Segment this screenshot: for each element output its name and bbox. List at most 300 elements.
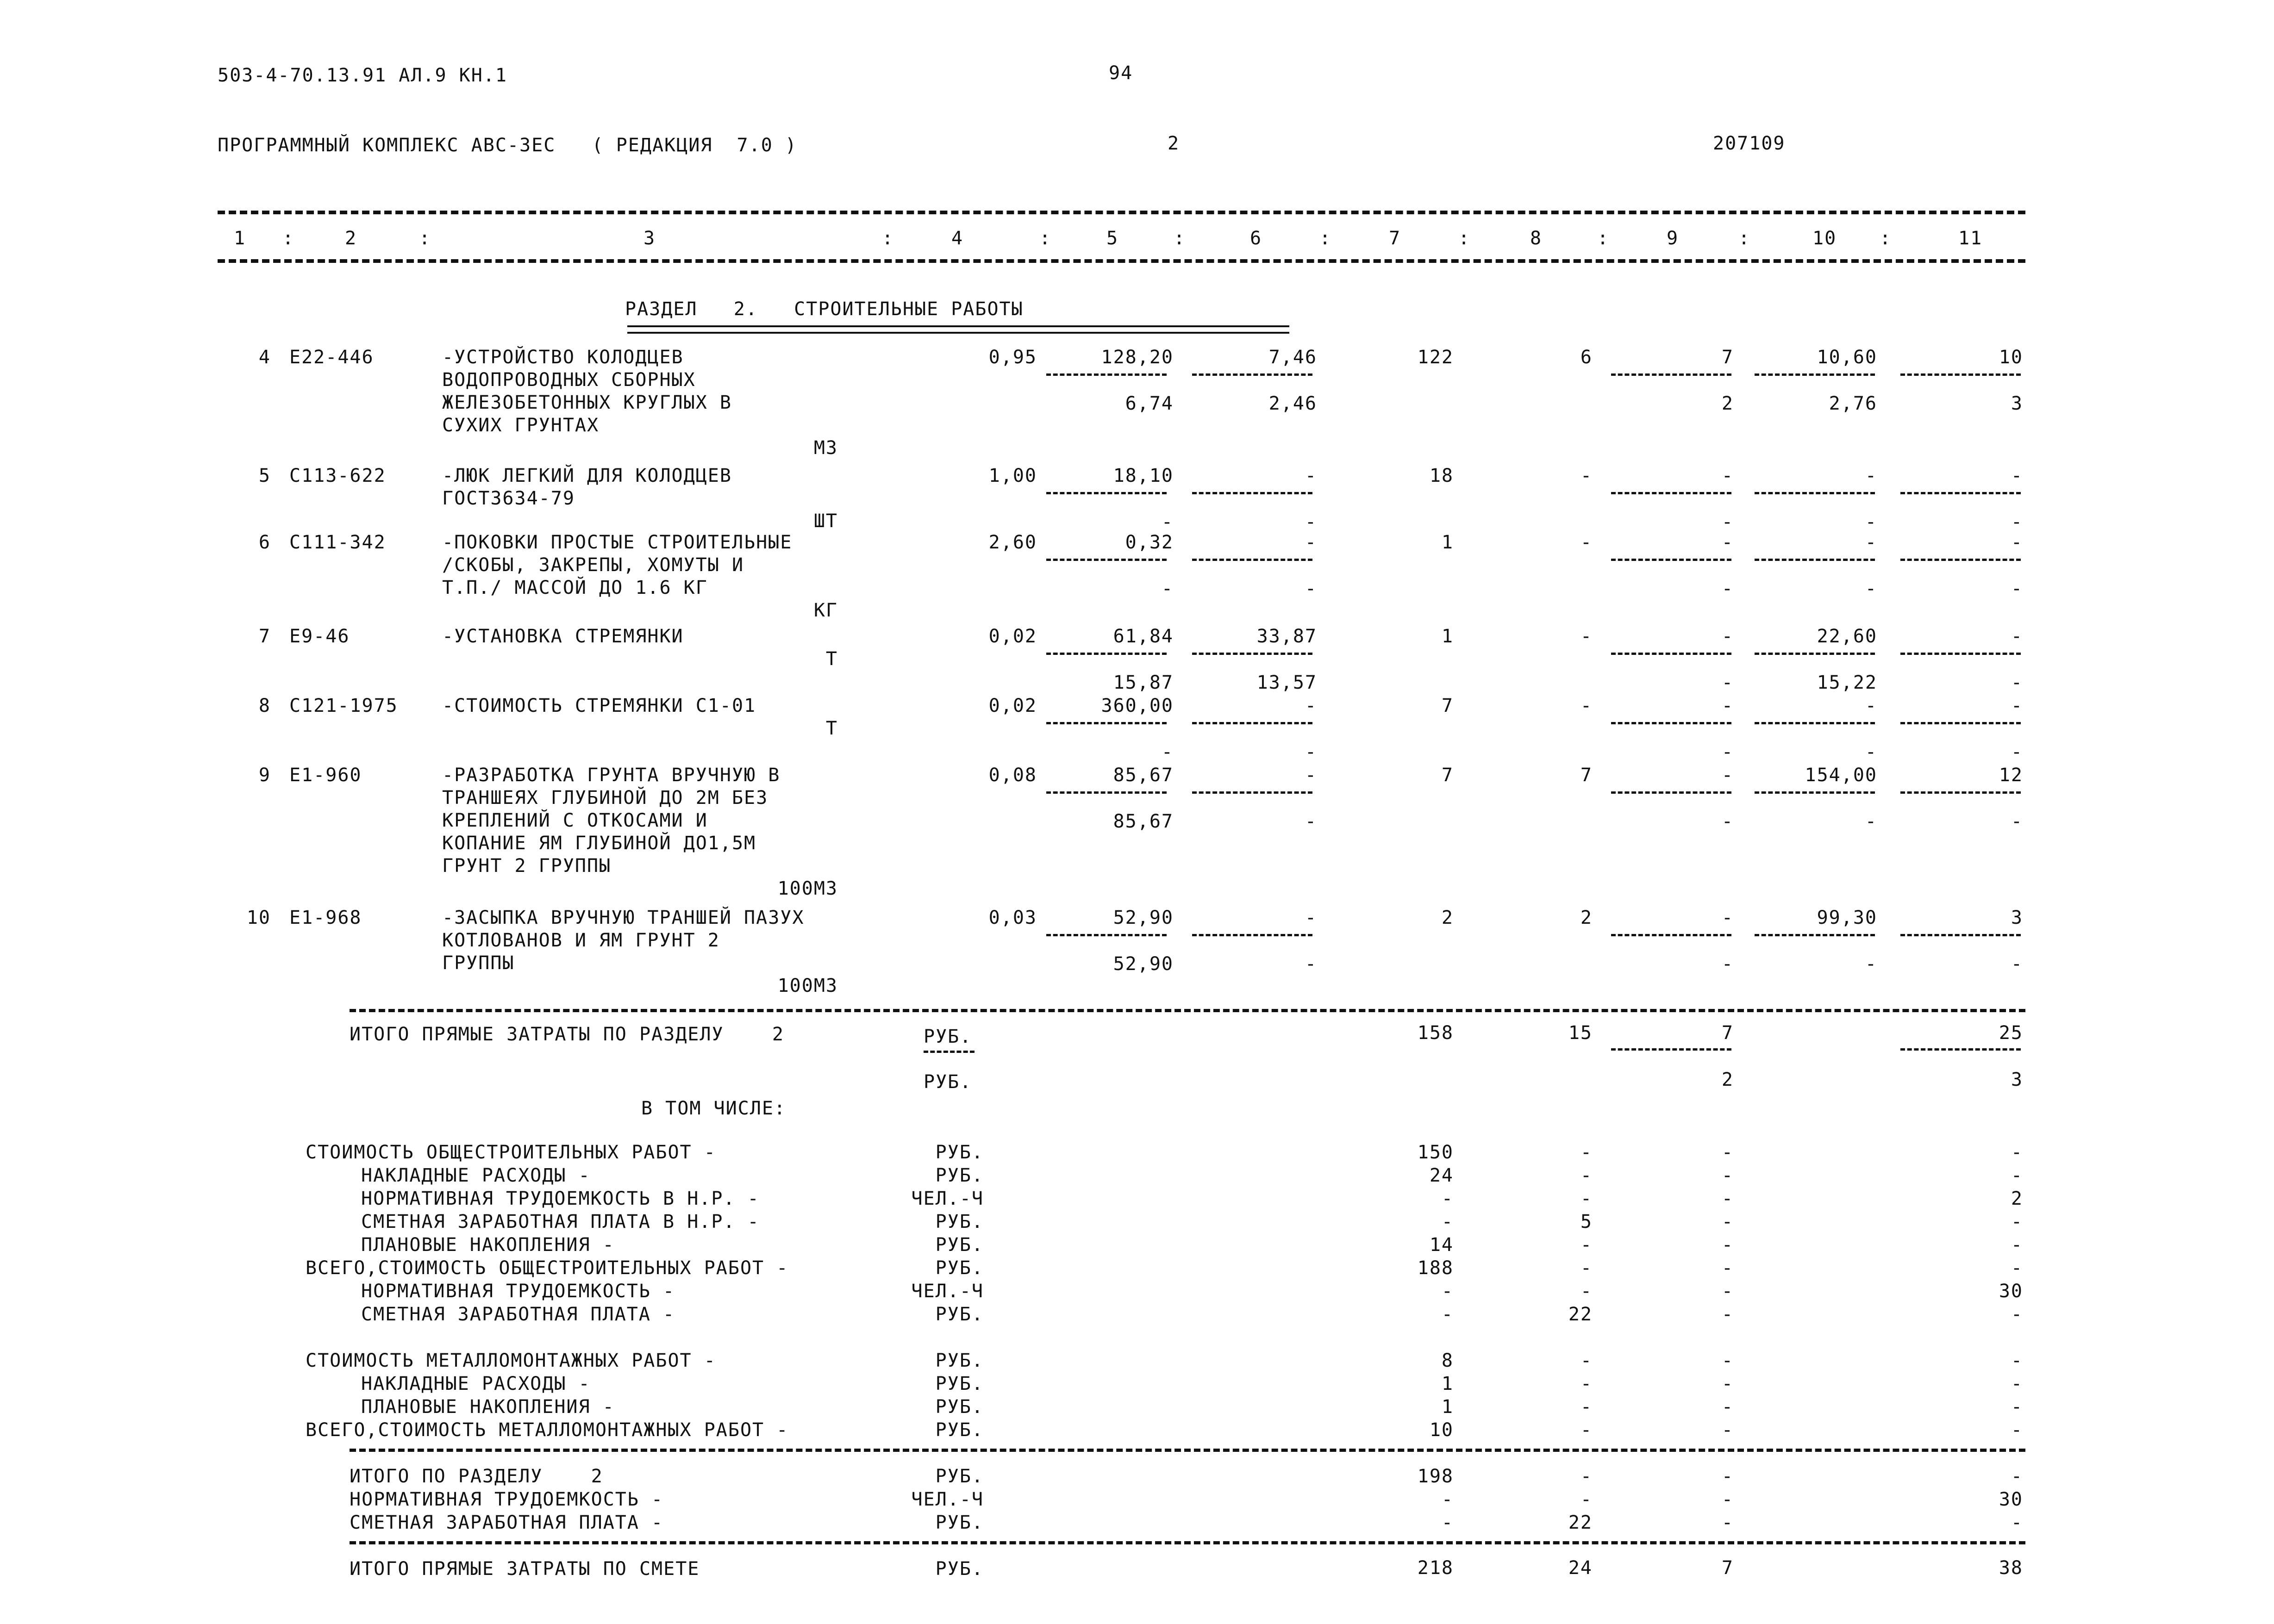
column-separator: : xyxy=(1738,228,1751,249)
subrow-divider xyxy=(1611,373,1731,376)
breakdown-machine: - xyxy=(1721,1188,1734,1209)
quantity: 0,03 xyxy=(988,907,1037,928)
breakdown-cost: - xyxy=(1441,1304,1454,1325)
breakdown-cost: 150 xyxy=(1417,1142,1454,1163)
breakdown-labor: - xyxy=(2011,1396,2023,1418)
work-code: Е22-446 xyxy=(289,347,374,368)
column-separator: : xyxy=(282,228,295,249)
unit-of-measure: 100М3 xyxy=(777,975,838,996)
labor-total-sub: 3 xyxy=(2011,393,2023,414)
labor-norm: 22,60 xyxy=(1817,626,1877,647)
breakdown-labor: - xyxy=(2011,1234,2023,1256)
subrow-divider xyxy=(1900,722,2021,724)
total-wage: 7 xyxy=(1580,765,1593,786)
unit-of-measure: КГ xyxy=(813,600,838,621)
subrow-divider xyxy=(1755,653,1875,655)
total-direct-machine-sub: 2 xyxy=(1721,1069,1734,1090)
work-description: КОПАНИЕ ЯМ ГЛУБИНОЙ ДО1,5М xyxy=(442,833,756,854)
column-number-9: 9 xyxy=(1667,228,1679,249)
labor-norm-sub: - xyxy=(1865,511,1877,533)
quantity: 0,95 xyxy=(988,347,1037,368)
breakdown-wage: 22 xyxy=(1568,1304,1593,1325)
unit-wage: - xyxy=(1305,532,1317,553)
estimate-total-label: ИТОГО ПРЯМЫЕ ЗАТРАТЫ ПО СМЕТЕ xyxy=(350,1558,700,1580)
doc-id: 207109 xyxy=(1713,133,1786,154)
column-number-7: 7 xyxy=(1389,228,1401,249)
section-total-cost: - xyxy=(1441,1512,1454,1533)
column-separator: : xyxy=(1458,228,1471,249)
labor-norm-sub: - xyxy=(1865,578,1877,599)
total-direct-cost: 158 xyxy=(1417,1022,1454,1044)
breakdown-cost: 8 xyxy=(1441,1350,1454,1371)
unit-wage-sub: 13,57 xyxy=(1256,672,1317,693)
unit-cost: 61,84 xyxy=(1113,626,1174,647)
breakdown-unit: РУБ. xyxy=(935,1142,984,1163)
labor-norm: - xyxy=(1865,695,1877,716)
machine-cost-sub: - xyxy=(1721,511,1734,533)
work-description: -РАЗРАБОТКА ГРУНТА ВРУЧНУЮ В xyxy=(442,765,781,786)
breakdown-cost: 10 xyxy=(1429,1419,1454,1441)
breakdown-machine: - xyxy=(1721,1281,1734,1302)
unit-divider xyxy=(924,1051,975,1053)
section-total-labor: - xyxy=(2011,1512,2023,1533)
labor-norm: 10,60 xyxy=(1817,347,1877,368)
labor-norm: 154,00 xyxy=(1805,765,1877,786)
work-description: ГРУНТ 2 ГРУППЫ xyxy=(442,855,612,877)
subrow-divider xyxy=(1192,934,1312,936)
labor-norm-sub: 15,22 xyxy=(1817,672,1877,693)
breakdown-machine: - xyxy=(1721,1211,1734,1232)
column-number-8: 8 xyxy=(1530,228,1543,249)
work-description: -ПОКОВКИ ПРОСТЫЕ СТРОИТЕЛЬНЫЕ xyxy=(442,532,793,553)
breakdown-unit: РУБ. xyxy=(935,1257,984,1279)
labor-norm: - xyxy=(1865,532,1877,553)
breakdown-label: СМЕТНАЯ ЗАРАБОТНАЯ ПЛАТА В Н.Р. - xyxy=(361,1211,760,1232)
breakdown-unit: РУБ. xyxy=(935,1304,984,1325)
breakdown-machine: - xyxy=(1721,1165,1734,1186)
subrow-divider xyxy=(1900,492,2021,494)
unit-cost-sub: - xyxy=(1161,578,1174,599)
breakdown-label: НАКЛАДНЫЕ РАСХОДЫ - xyxy=(361,1373,591,1394)
breakdown-labor: - xyxy=(2011,1211,2023,1232)
unit-wage: - xyxy=(1305,907,1317,928)
labor-total-sub: - xyxy=(2011,511,2023,533)
estimate-total-cost: 218 xyxy=(1417,1557,1454,1579)
labor-total-sub: - xyxy=(2011,741,2023,763)
subrow-divider xyxy=(1046,722,1167,724)
unit-cost: 128,20 xyxy=(1101,347,1174,368)
total-cost: 7 xyxy=(1441,765,1454,786)
labor-total: - xyxy=(2011,626,2023,647)
breakdown-label: ВСЕГО,СТОИМОСТЬ МЕТАЛЛОМОНТАЖНЫХ РАБОТ - xyxy=(306,1419,789,1441)
row-number: 4 xyxy=(258,347,271,368)
machine-cost-sub: - xyxy=(1721,578,1734,599)
unit-wage: - xyxy=(1305,695,1317,716)
breakdown-wage: - xyxy=(1580,1142,1593,1163)
breakdown-machine: - xyxy=(1721,1396,1734,1418)
unit-cost-sub: - xyxy=(1161,511,1174,533)
labor-total: - xyxy=(2011,695,2023,716)
work-code: Е1-960 xyxy=(289,765,362,786)
unit-of-measure: М3 xyxy=(813,437,838,459)
section-total-labor: 30 xyxy=(1999,1489,2023,1510)
machine-cost: - xyxy=(1721,532,1734,553)
unit-wage-sub: - xyxy=(1305,741,1317,763)
machine-cost-sub: - xyxy=(1721,811,1734,832)
row-number: 6 xyxy=(258,532,271,553)
breakdown-machine: - xyxy=(1721,1142,1734,1163)
labor-norm-sub: - xyxy=(1865,953,1877,975)
page-number: 94 xyxy=(1109,62,1133,84)
subrow-divider xyxy=(1755,559,1875,561)
work-description: ЖЕЛЕЗОБЕТОННЫХ КРУГЛЫХ В xyxy=(442,392,732,413)
breakdown-unit: ЧЕЛ.-Ч xyxy=(911,1281,984,1302)
sheet-number: 2 xyxy=(1168,133,1180,154)
unit-of-measure: Т xyxy=(825,648,838,670)
section-total-cost: 198 xyxy=(1417,1466,1454,1487)
doc-code: 503-4-70.13.91 АЛ.9 КН.1 xyxy=(218,65,507,86)
section-title: РАЗДЕЛ 2. СТРОИТЕЛЬНЫЕ РАБОТЫ xyxy=(625,299,1024,320)
breakdown-wage: - xyxy=(1580,1281,1593,1302)
breakdown-labor: - xyxy=(2011,1304,2023,1325)
breakdown-label: ПЛАНОВЫЕ НАКОПЛЕНИЯ - xyxy=(361,1234,615,1256)
machine-cost: - xyxy=(1721,907,1734,928)
column-separator: : xyxy=(1039,228,1052,249)
breakdown-unit: РУБ. xyxy=(935,1350,984,1371)
labor-norm-sub: - xyxy=(1865,741,1877,763)
breakdown-cost: 188 xyxy=(1417,1257,1454,1279)
unit-wage-sub: - xyxy=(1305,953,1317,975)
unit-cost: 0,32 xyxy=(1125,532,1174,553)
subrow-divider xyxy=(1192,722,1312,724)
breakdown-machine: - xyxy=(1721,1257,1734,1279)
labor-total-sub: - xyxy=(2011,811,2023,832)
breakdown-wage: - xyxy=(1580,1373,1593,1394)
column-separator: : xyxy=(1319,228,1332,249)
total-wage: - xyxy=(1580,465,1593,486)
work-description: -УСТАНОВКА СТРЕМЯНКИ xyxy=(442,626,684,647)
total-cost: 1 xyxy=(1441,532,1454,553)
column-number-11: 11 xyxy=(1958,228,1983,249)
total-cost: 18 xyxy=(1429,465,1454,486)
quantity: 2,60 xyxy=(988,532,1037,553)
subrow-divider xyxy=(1046,559,1167,561)
work-code: С113-622 xyxy=(289,465,386,486)
labor-total: - xyxy=(2011,532,2023,553)
breakdown-machine: - xyxy=(1721,1419,1734,1441)
labor-norm-sub: - xyxy=(1865,811,1877,832)
unit-cost: 85,67 xyxy=(1113,765,1174,786)
subrow-divider xyxy=(1900,791,2021,794)
subrow-divider xyxy=(1900,559,2021,561)
column-separator: : xyxy=(419,228,431,249)
labor-norm: 99,30 xyxy=(1817,907,1877,928)
column-number-1: 1 xyxy=(234,228,246,249)
section-title-underline xyxy=(627,325,1289,334)
subrow-divider xyxy=(1755,722,1875,724)
labor-total: - xyxy=(2011,465,2023,486)
total-wage: - xyxy=(1580,626,1593,647)
machine-cost-sub: - xyxy=(1721,741,1734,763)
subrow-divider xyxy=(1046,653,1167,655)
breakdown-label: ВСЕГО,СТОИМОСТЬ ОБЩЕСТРОИТЕЛЬНЫХ РАБОТ - xyxy=(306,1257,789,1279)
quantity: 0,08 xyxy=(988,765,1037,786)
labor-total-sub: - xyxy=(2011,953,2023,975)
breakdown-unit: РУБ. xyxy=(935,1373,984,1394)
labor-norm-sub: 2,76 xyxy=(1829,393,1877,414)
total-direct-machine: 7 xyxy=(1721,1022,1734,1044)
column-number-6: 6 xyxy=(1250,228,1262,249)
work-description: ВОДОПРОВОДНЫХ СБОРНЫХ xyxy=(442,369,696,391)
breakdown-labor: 2 xyxy=(2011,1188,2023,1209)
section-total-unit: ЧЕЛ.-Ч xyxy=(911,1489,984,1510)
breakdown-wage: - xyxy=(1580,1165,1593,1186)
breakdown-machine: - xyxy=(1721,1350,1734,1371)
section-total-cost: - xyxy=(1441,1489,1454,1510)
total-cost: 1 xyxy=(1441,626,1454,647)
breakdown-labor: - xyxy=(2011,1165,2023,1186)
section-total-rule xyxy=(350,1449,2025,1452)
breakdown-cost: 1 xyxy=(1441,1396,1454,1418)
total-wage: - xyxy=(1580,532,1593,553)
subrow-divider xyxy=(1755,934,1875,936)
subrow-divider xyxy=(1900,1048,2021,1051)
subrow-divider xyxy=(1046,373,1167,376)
estimate-total-labor: 38 xyxy=(1999,1557,2023,1579)
estimate-total-rule xyxy=(350,1541,2025,1544)
subrow-divider xyxy=(1611,1048,1731,1051)
quantity: 0,02 xyxy=(988,626,1037,647)
breakdown-label: СТОИМОСТЬ ОБЩЕСТРОИТЕЛЬНЫХ РАБОТ - xyxy=(306,1142,716,1163)
labor-total-sub: - xyxy=(2011,578,2023,599)
breakdown-wage: - xyxy=(1580,1234,1593,1256)
column-number-3: 3 xyxy=(643,228,656,249)
labor-total: 12 xyxy=(1999,765,2023,786)
total-cost: 2 xyxy=(1441,907,1454,928)
subrow-divider xyxy=(1192,373,1312,376)
column-separator: : xyxy=(882,228,894,249)
estimate-total-machine: 7 xyxy=(1721,1557,1734,1579)
row-number: 5 xyxy=(258,465,271,486)
total-direct-unit-2: РУБ. xyxy=(924,1071,972,1093)
totals-rule xyxy=(350,1009,2025,1012)
column-separator: : xyxy=(1880,228,1892,249)
section-total-label: ИТОГО ПО РАЗДЕЛУ 2 xyxy=(350,1466,603,1487)
section-total-machine: - xyxy=(1721,1466,1734,1487)
subrow-divider xyxy=(1755,492,1875,494)
total-direct-unit: РУБ. xyxy=(924,1026,972,1047)
labor-norm: - xyxy=(1865,465,1877,486)
labor-total-sub: - xyxy=(2011,672,2023,693)
unit-wage-sub: 2,46 xyxy=(1268,393,1317,414)
breakdown-unit: РУБ. xyxy=(935,1419,984,1441)
work-code: Е9-46 xyxy=(289,626,350,647)
breakdown-unit: РУБ. xyxy=(935,1234,984,1256)
breakdown-labor: - xyxy=(2011,1142,2023,1163)
work-code: С111-342 xyxy=(289,532,386,553)
breakdown-labor: - xyxy=(2011,1419,2023,1441)
work-description: -ЗАСЫПКА ВРУЧНУЮ ТРАНШЕЙ ПАЗУХ xyxy=(442,907,805,928)
section-total-wage: 22 xyxy=(1568,1512,1593,1533)
total-cost: 122 xyxy=(1417,347,1454,368)
work-description: ГОСТ3634-79 xyxy=(442,488,575,509)
subrow-divider xyxy=(1611,559,1731,561)
subrow-divider xyxy=(1900,373,2021,376)
total-wage: - xyxy=(1580,695,1593,716)
breakdown-wage: - xyxy=(1580,1396,1593,1418)
breakdown-labor: - xyxy=(2011,1373,2023,1394)
unit-cost: 360,00 xyxy=(1101,695,1174,716)
total-wage: 6 xyxy=(1580,347,1593,368)
subrow-divider xyxy=(1900,934,2021,936)
subrow-divider xyxy=(1046,492,1167,494)
breakdown-wage: - xyxy=(1580,1188,1593,1209)
unit-wage-sub: - xyxy=(1305,578,1317,599)
subrow-divider xyxy=(1046,791,1167,794)
breakdown-cost: - xyxy=(1441,1281,1454,1302)
unit-wage: 7,46 xyxy=(1268,347,1317,368)
work-description: ТРАНШЕЯХ ГЛУБИНОЙ ДО 2М БЕЗ xyxy=(442,787,768,809)
subrow-divider xyxy=(1192,492,1312,494)
breakdown-cost: 14 xyxy=(1429,1234,1454,1256)
column-number-10: 10 xyxy=(1812,228,1837,249)
section-total-labor: - xyxy=(2011,1466,2023,1487)
breakdown-machine: - xyxy=(1721,1304,1734,1325)
subrow-divider xyxy=(1611,791,1731,794)
row-number: 7 xyxy=(258,626,271,647)
work-code: С121-1975 xyxy=(289,695,398,716)
unit-wage-sub: - xyxy=(1305,811,1317,832)
section-total-unit: РУБ. xyxy=(935,1466,984,1487)
unit-of-measure: 100М3 xyxy=(777,878,838,899)
header-rule-top xyxy=(218,211,2025,214)
breakdown-wage: - xyxy=(1580,1350,1593,1371)
labor-total: 10 xyxy=(1999,347,2023,368)
column-number-5: 5 xyxy=(1106,228,1119,249)
section-total-machine: - xyxy=(1721,1512,1734,1533)
work-description: -СТОИМОСТЬ СТРЕМЯНКИ С1-01 xyxy=(442,695,756,716)
unit-wage: - xyxy=(1305,765,1317,786)
labor-total: 3 xyxy=(2011,907,2023,928)
estimate-total-wage: 24 xyxy=(1568,1557,1593,1579)
subrow-divider xyxy=(1611,722,1731,724)
program-line: ПРОГРАММНЫЙ КОМПЛЕКС АВС-3ЕС ( РЕДАКЦИЯ 7.0 ) xyxy=(218,135,797,156)
breakdown-cost: - xyxy=(1441,1188,1454,1209)
subrow-divider xyxy=(1755,373,1875,376)
total-direct-label: ИТОГО ПРЯМЫЕ ЗАТРАТЫ ПО РАЗДЕЛУ 2 xyxy=(350,1024,784,1045)
total-direct-wage: 15 xyxy=(1568,1022,1593,1044)
unit-of-measure: ШТ xyxy=(813,510,838,532)
quantity: 1,00 xyxy=(988,465,1037,486)
breakdown-labor: - xyxy=(2011,1350,2023,1371)
subrow-divider xyxy=(1611,934,1731,936)
machine-cost: - xyxy=(1721,695,1734,716)
unit-cost-sub: 52,90 xyxy=(1113,953,1174,975)
breakdown-machine: - xyxy=(1721,1234,1734,1256)
breakdown-label: ПЛАНОВЫЕ НАКОПЛЕНИЯ - xyxy=(361,1396,615,1418)
unit-wage: - xyxy=(1305,465,1317,486)
work-description: -ЛЮК ЛЕГКИЙ ДЛЯ КОЛОДЦЕВ xyxy=(442,465,732,486)
breakdown-unit: РУБ. xyxy=(935,1211,984,1232)
breakdown-wage: - xyxy=(1580,1257,1593,1279)
unit-of-measure: Т xyxy=(825,718,838,739)
work-description: /СКОБЫ, ЗАКРЕПЫ, ХОМУТЫ И xyxy=(442,554,744,576)
total-direct-labor-sub: 3 xyxy=(2011,1069,2023,1090)
column-number-4: 4 xyxy=(951,228,964,249)
work-description: СУХИХ ГРУНТАХ xyxy=(442,415,600,436)
breakdown-label: НАКЛАДНЫЕ РАСХОДЫ - xyxy=(361,1165,591,1186)
unit-wage-sub: - xyxy=(1305,511,1317,533)
breakdown-unit: ЧЕЛ.-Ч xyxy=(911,1188,984,1209)
work-description: ГРУППЫ xyxy=(442,952,515,974)
row-number: 8 xyxy=(258,695,271,716)
breakdown-label: НОРМАТИВНАЯ ТРУДОЕМКОСТЬ В Н.Р. - xyxy=(361,1188,760,1209)
breakdown-label: СМЕТНАЯ ЗАРАБОТНАЯ ПЛАТА - xyxy=(361,1304,675,1325)
column-separator: : xyxy=(1597,228,1610,249)
including-label: В ТОМ ЧИСЛЕ: xyxy=(641,1098,786,1119)
breakdown-labor: 30 xyxy=(1999,1281,2023,1302)
unit-cost: 18,10 xyxy=(1113,465,1174,486)
column-separator: : xyxy=(1174,228,1186,249)
work-description: Т.П./ МАССОЙ ДО 1.6 КГ xyxy=(442,577,708,598)
unit-cost-sub: 6,74 xyxy=(1125,393,1174,414)
machine-cost: 7 xyxy=(1721,347,1734,368)
section-total-wage: - xyxy=(1580,1466,1593,1487)
breakdown-machine: - xyxy=(1721,1373,1734,1394)
breakdown-labor: - xyxy=(2011,1257,2023,1279)
subrow-divider xyxy=(1192,653,1312,655)
unit-cost-sub: - xyxy=(1161,741,1174,763)
subrow-divider xyxy=(1192,791,1312,794)
unit-cost-sub: 15,87 xyxy=(1113,672,1174,693)
subrow-divider xyxy=(1192,559,1312,561)
breakdown-cost: - xyxy=(1441,1211,1454,1232)
section-total-label: СМЕТНАЯ ЗАРАБОТНАЯ ПЛАТА - xyxy=(350,1512,664,1533)
estimate-total-unit: РУБ. xyxy=(935,1558,984,1580)
breakdown-wage: - xyxy=(1580,1419,1593,1441)
total-cost: 7 xyxy=(1441,695,1454,716)
subrow-divider xyxy=(1611,653,1731,655)
machine-cost: - xyxy=(1721,626,1734,647)
unit-wage: 33,87 xyxy=(1256,626,1317,647)
breakdown-unit: РУБ. xyxy=(935,1165,984,1186)
unit-cost: 52,90 xyxy=(1113,907,1174,928)
section-total-unit: РУБ. xyxy=(935,1512,984,1533)
row-number: 9 xyxy=(258,765,271,786)
breakdown-unit: РУБ. xyxy=(935,1396,984,1418)
machine-cost-sub: - xyxy=(1721,953,1734,975)
breakdown-label: НОРМАТИВНАЯ ТРУДОЕМКОСТЬ - xyxy=(361,1281,675,1302)
section-total-machine: - xyxy=(1721,1489,1734,1510)
unit-cost-sub: 85,67 xyxy=(1113,811,1174,832)
total-wage: 2 xyxy=(1580,907,1593,928)
machine-cost: - xyxy=(1721,465,1734,486)
work-description: -УСТРОЙСТВО КОЛОДЦЕВ xyxy=(442,347,684,368)
machine-cost-sub: 2 xyxy=(1721,393,1734,414)
breakdown-wage: 5 xyxy=(1580,1211,1593,1232)
section-total-label: НОРМАТИВНАЯ ТРУДОЕМКОСТЬ - xyxy=(350,1489,664,1510)
header-rule-bottom xyxy=(218,259,2025,263)
breakdown-label: СТОИМОСТЬ МЕТАЛЛОМОНТАЖНЫХ РАБОТ - xyxy=(306,1350,716,1371)
subrow-divider xyxy=(1611,492,1731,494)
quantity: 0,02 xyxy=(988,695,1037,716)
work-description: КОТЛОВАНОВ И ЯМ ГРУНТ 2 xyxy=(442,930,720,951)
machine-cost: - xyxy=(1721,765,1734,786)
machine-cost-sub: - xyxy=(1721,672,1734,693)
subrow-divider xyxy=(1046,934,1167,936)
subrow-divider xyxy=(1900,653,2021,655)
breakdown-cost: 1 xyxy=(1441,1373,1454,1394)
